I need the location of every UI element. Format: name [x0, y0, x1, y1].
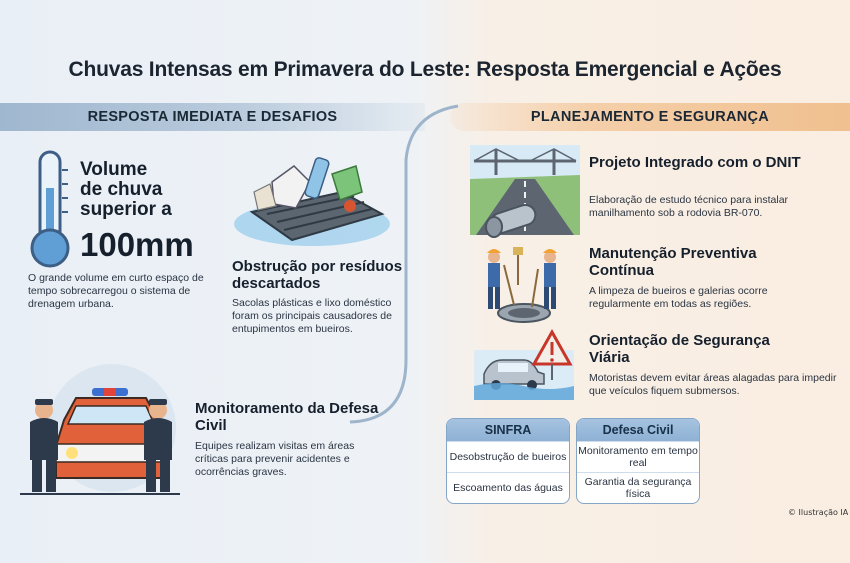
page-title: Chuvas Intensas em Primavera do Leste: Resposta Emergencial e Ações [68, 58, 782, 81]
civil-defense-team-icon [20, 366, 185, 496]
rain-volume-label [80, 160, 172, 220]
rain-line-3: superior a [80, 199, 172, 220]
monitoring-title: Monitoramento da Defesa Civil [195, 400, 379, 434]
card-sinfra [446, 418, 570, 504]
dnit-project-description: Elaboração de estudo técnico para instalar manilhamento sob a rodovia BR-070. [589, 194, 789, 219]
card-defesa-civil-row: Monitoramento em tempo real [577, 441, 699, 472]
card-sinfra-title: SINFRA [447, 419, 569, 441]
rain-description: O grande volume em curto espaço de tempo sobrecarregou o sistema de drenagem urbana. [28, 272, 204, 310]
card-defesa-civil-row: Garantia da segurança física [577, 472, 699, 503]
flooded-car-warning-icon [474, 330, 574, 400]
road-safety-title: Orientação de Segurança Viária [589, 332, 770, 366]
card-defesa-civil-title: Defesa Civil [577, 419, 699, 441]
card-sinfra-row: Desobstrução de bueiros [447, 441, 569, 472]
obstruction-title: Obstrução por resíduos descartados [232, 258, 403, 292]
left-section-header: RESPOSTA IMEDIATA E DESAFIOS [0, 103, 425, 131]
card-defesa-civil [576, 418, 700, 504]
bridge-road-icon [470, 145, 580, 235]
right-section-header: PLANEJAMENTO E SEGURANÇA [450, 103, 850, 131]
maintenance-description: A limpeza de bueiros e galerias ocorre regularmente em todas as regiões. [589, 285, 768, 310]
obstruction-description: Sacolas plásticas e lixo doméstico foram os principais causadores de entupimentos em bueiros. [232, 297, 392, 335]
dnit-project-title: Projeto Integrado com o DNIT [589, 154, 801, 171]
rain-line-1: Volume [80, 159, 148, 180]
rain-amount: 100mm [80, 226, 194, 263]
connector-curve [330, 100, 460, 430]
maintenance-title: Manutenção Preventiva Contínua [589, 245, 757, 279]
rain-line-2: de chuva [80, 179, 163, 200]
workers-cleaning-icon [474, 245, 574, 325]
road-safety-description: Motoristas devem evitar áreas alagadas para impedir que veículos fiquem submersos. [589, 372, 837, 397]
watermark: © Ilustração IA [788, 508, 849, 517]
monitoring-description: Equipes realizam visitas em áreas críticas para prevenir acidentes e ocorrências graves. [195, 440, 355, 478]
card-sinfra-row: Escoamento das águas [447, 472, 569, 503]
thermometer-icon [28, 150, 74, 270]
